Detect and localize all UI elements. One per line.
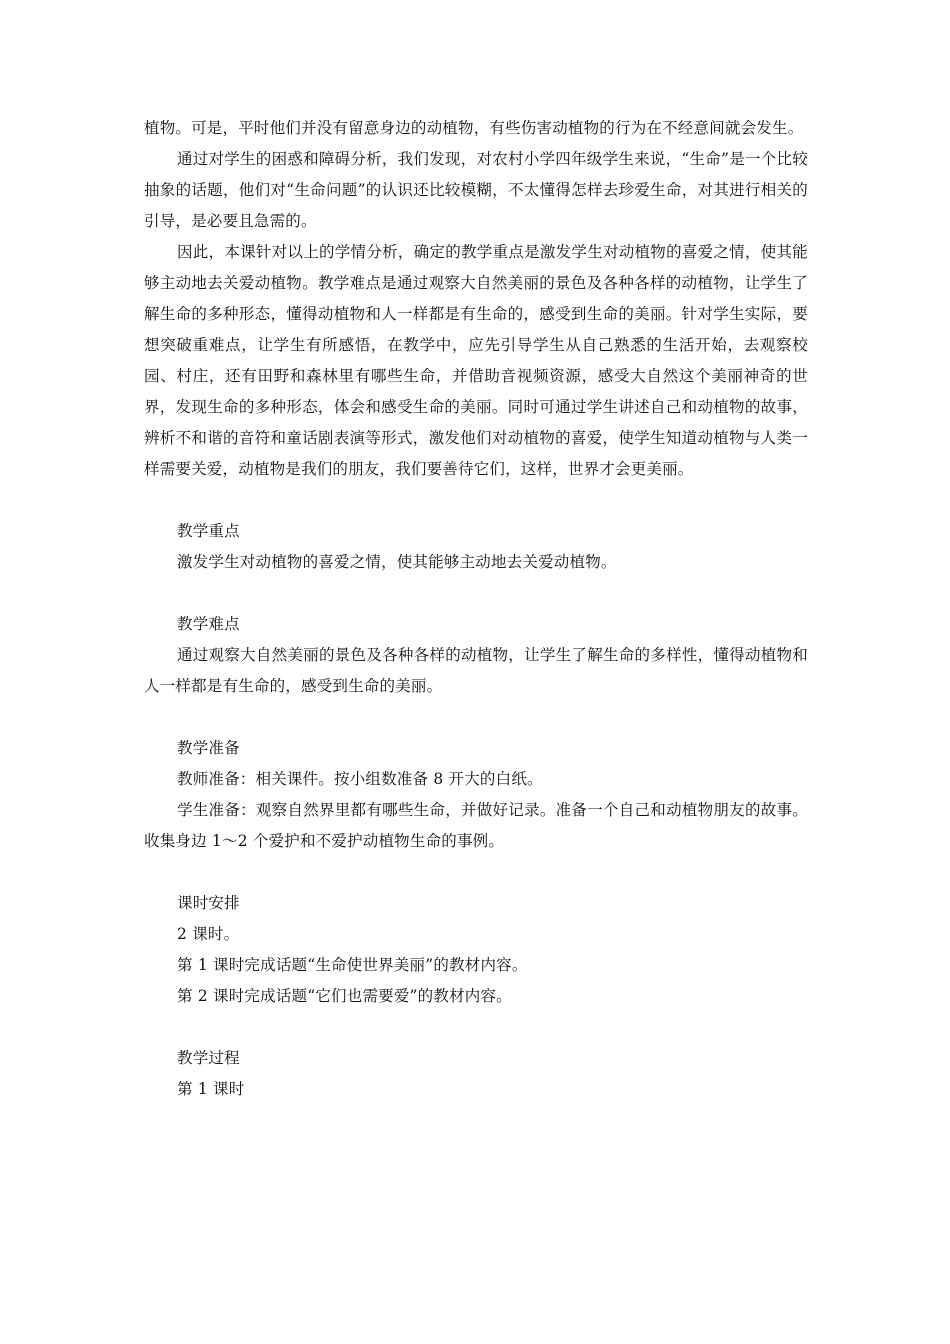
key-points-heading: 教学重点	[177, 522, 240, 540]
intro-paragraph-2: 通过对学生的困惑和障碍分析，我们发现，对农村小学四年级学生来说，“生命”是一个比较抽象的话题，他们对“生命问题”的认识还比较模糊，不太懂得怎样去珍爱生命，对其进行相关的引导，是必要且急需的。	[144, 150, 808, 230]
student-preparation: 学生准备：观察自然界里都有哪些生命，并做好记录。准备一个自己和动植物朋友的故事。收集身边 1～2 个爱护和不爱护动植物生命的事例。	[144, 801, 808, 850]
difficulties-heading: 教学难点	[177, 615, 240, 633]
process-lesson-1: 第 1 课时	[177, 1080, 245, 1098]
teacher-preparation: 教师准备：相关课件。按小组数准备 8 开大的白纸。	[177, 770, 543, 788]
schedule-lesson-1: 第 1 课时完成话题“生命使世界美丽”的教材内容。	[177, 956, 528, 974]
section-gap	[144, 857, 808, 888]
difficulties-text: 通过观察大自然美丽的景色及各种各样的动植物，让学生了解生命的多样性，懂得动植物和人一样都是有生命的，感受到生命的美丽。	[144, 646, 808, 695]
schedule-total: 2 课时。	[177, 925, 240, 943]
section-gap	[144, 1012, 808, 1043]
intro-paragraph-3: 因此，本课针对以上的学情分析，确定的教学重点是激发学生对动植物的喜爱之情，使其能够主动地去关爱动植物。教学难点是通过观察大自然美丽的景色及各种各样的动植物，让学生了解生命的多种形态，懂得动植物和人一样都是有生命的，感受到生命的美丽。针对学生实际，要想突破重难点，让学生有所感悟，在教学中，应先引导学生从自己熟悉的生活开始，去观察校园、村庄，还有田野和森林里有哪些生命，并借助音视频资源，感受大自然这个美丽神奇的世界，发现生命的多种形态，体会和感受生命的美丽。同时可通过学生讲述自己和动植物的故事，辨析不和谐的音符和童话剧表演等形式，激发他们对动植物的喜爱，使学生知道动植物与人类一样需要关爱，动植物是我们的朋友，我们要善待它们，这样，世界才会更美丽。	[144, 243, 808, 478]
document-body	[144, 113, 808, 1105]
process-heading: 教学过程	[177, 1049, 240, 1067]
schedule-heading: 课时安排	[177, 894, 240, 912]
key-points-text: 激发学生对动植物的喜爱之情，使其能够主动地去关爱动植物。	[177, 553, 617, 571]
section-gap	[144, 702, 808, 733]
section-gap	[144, 485, 808, 516]
schedule-lesson-2: 第 2 课时完成话题“它们也需要爱”的教材内容。	[177, 987, 512, 1005]
intro-paragraph-1: 植物。可是，平时他们并没有留意身边的动植物，有些伤害动植物的行为在不经意间就会发生。	[144, 119, 804, 137]
preparation-heading: 教学准备	[177, 739, 240, 757]
section-gap	[144, 578, 808, 609]
